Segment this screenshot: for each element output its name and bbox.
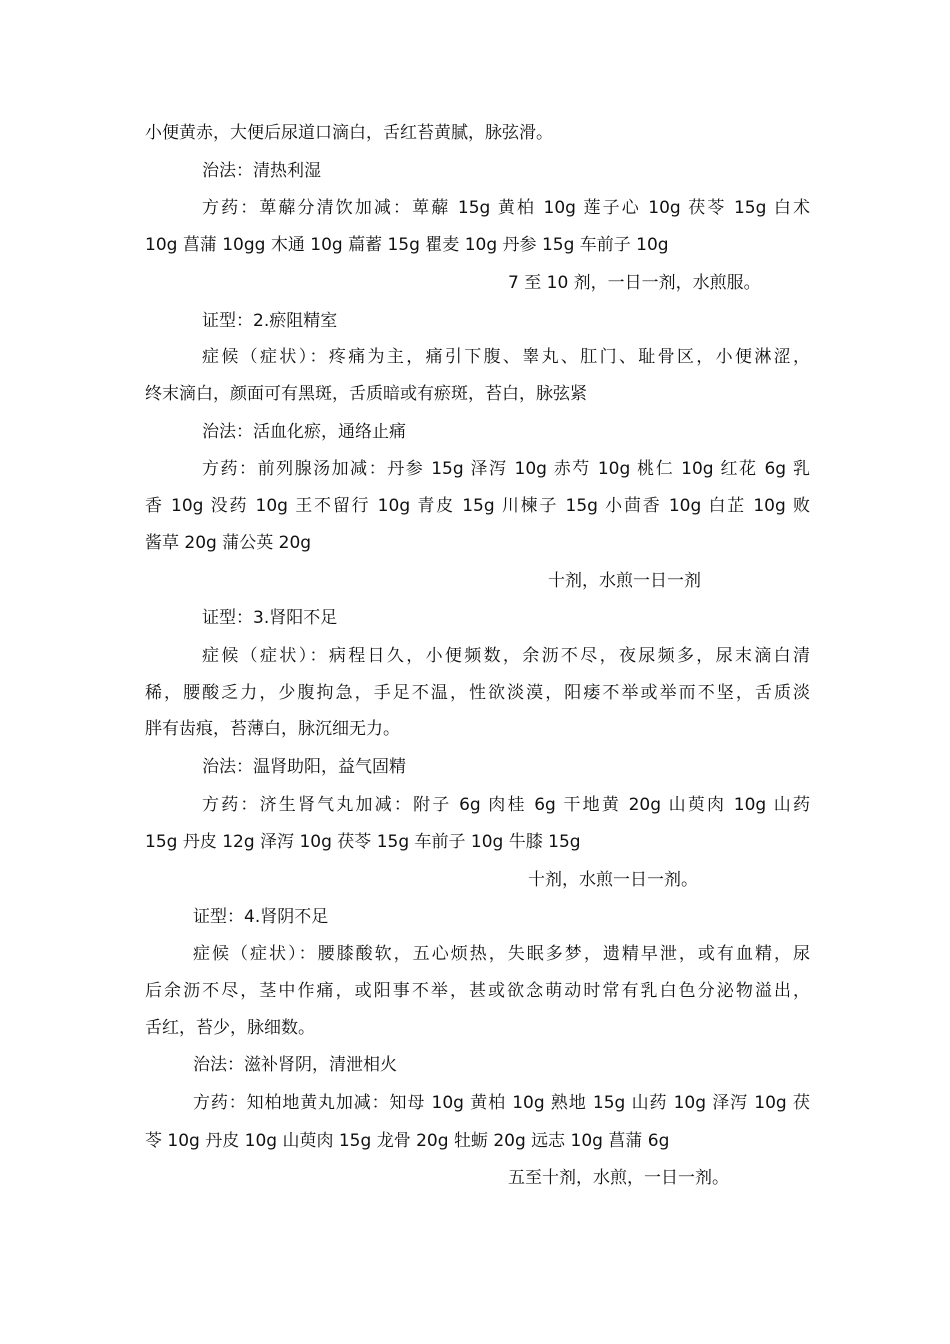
text-line: 稀，腰酸乏力，少腹拘急，手足不温，性欲淡漠，阳痿不举或举而不坚，舌质淡 <box>145 683 810 703</box>
text-line: 证型：2.瘀阻精室 <box>202 311 338 331</box>
text-line: 症候（症状）：病程日久，小便频数，余沥不尽，夜尿频多，尿末滴白清 <box>202 646 810 666</box>
text-line: 症候（症状）：腰膝酸软，五心烦热，失眠多梦，遗精早泄，或有血精，尿 <box>193 944 810 964</box>
text-line: 治法：滋补肾阴，清泄相火 <box>193 1055 397 1075</box>
text-line: 治法：清热利湿 <box>202 161 321 181</box>
text-line: 7 至 10 剂，一日一剂，水煎服。 <box>508 273 761 293</box>
text-line: 治法：活血化瘀，通络止痛 <box>202 422 406 442</box>
text-line: 15g 丹皮 12g 泽泻 10g 茯苓 15g 车前子 10g 牛膝 15g <box>145 832 581 852</box>
text-line: 证型：3.肾阳不足 <box>202 608 338 628</box>
text-line: 治法：温肾助阳，益气固精 <box>202 757 406 777</box>
text-line: 香 10g 没药 10g 王不留行 10g 青皮 15g 川楝子 15g 小茴香 10g 白芷 10g 败 <box>145 496 810 516</box>
text-line: 方药：知柏地黄丸加减：知母 10g 黄柏 10g 熟地 15g 山药 10g 泽泻 10g 茯 <box>193 1093 810 1113</box>
text-line: 小便黄赤，大便后尿道口滴白，舌红苔黄腻，脉弦滑。 <box>145 123 553 143</box>
text-line: 后余沥不尽，茎中作痛，或阳事不举，甚或欲念萌动时常有乳白色分泌物溢出， <box>145 981 810 1001</box>
text-line: 方药：萆薢分清饮加减：萆薢 15g 黄柏 10g 莲子心 10g 茯苓 15g 白术 <box>202 198 810 218</box>
text-line: 方药：济生肾气丸加减：附子 6g 肉桂 6g 干地黄 20g 山萸肉 10g 山药 <box>202 795 810 815</box>
text-line: 症候（症状）：疼痛为主，痛引下腹、睾丸、肛门、耻骨区，小便淋涩， <box>202 347 810 367</box>
text-line: 五至十剂，水煎，一日一剂。 <box>508 1168 729 1188</box>
text-line: 酱草 20g 蒲公英 20g <box>145 533 312 553</box>
text-line: 十剂，水煎一日一剂。 <box>528 870 698 890</box>
text-line: 方药：前列腺汤加减：丹参 15g 泽泻 10g 赤芍 10g 桃仁 10g 红花 6g 乳 <box>202 459 810 479</box>
text-line: 证型：4.肾阴不足 <box>193 907 329 927</box>
text-line: 苓 10g 丹皮 10g 山萸肉 15g 龙骨 20g 牡蛎 20g 远志 10g 菖蒲 6g <box>145 1131 670 1151</box>
text-line: 舌红，苔少，脉细数。 <box>145 1018 315 1038</box>
text-line: 十剂，水煎一日一剂 <box>548 571 701 591</box>
text-line: 10g 菖蒲 10gg 木通 10g 萹蓄 15g 瞿麦 10g 丹参 15g 车前子 10g <box>145 235 669 255</box>
text-line: 胖有齿痕，苔薄白，脉沉细无力。 <box>145 719 400 739</box>
text-line: 终末滴白，颜面可有黑斑，舌质暗或有瘀斑，苔白，脉弦紧 <box>145 384 587 404</box>
